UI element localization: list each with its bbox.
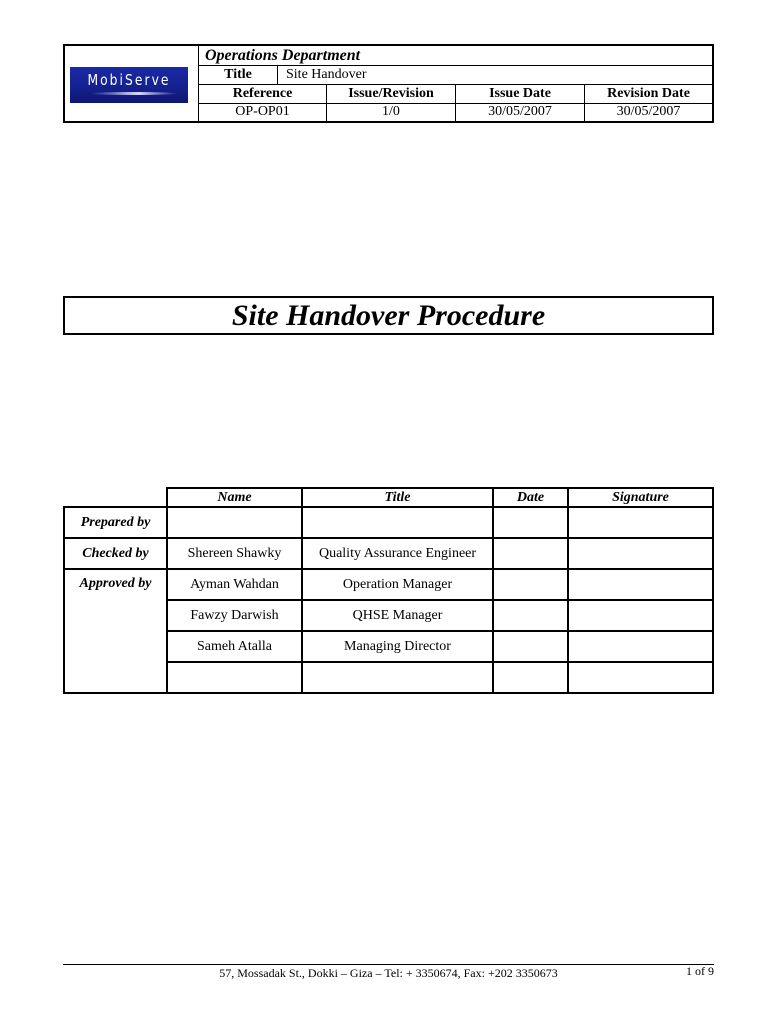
title-row (199, 66, 712, 85)
title-value: Site Handover (286, 67, 367, 82)
logo-cell (65, 46, 199, 121)
name-cell: Sameh Atalla (167, 631, 302, 662)
header-values-row (199, 104, 712, 121)
title-cell (302, 662, 493, 693)
company-logo (70, 67, 188, 103)
signature-cell (568, 600, 713, 631)
table-row (64, 538, 713, 569)
name-cell: Ayman Wahdan (167, 569, 302, 600)
document-header (63, 44, 714, 123)
header-info (199, 46, 712, 121)
corner-cell (64, 488, 167, 507)
logo-swoosh (90, 92, 178, 95)
title-cell: Operation Manager (302, 569, 493, 600)
issue-date-value: 30/05/2007 (456, 104, 585, 121)
header-columns-row (199, 85, 712, 104)
signature-cell (568, 569, 713, 600)
name-cell: Fawzy Darwish (167, 600, 302, 631)
role-prepared-by: Prepared by (64, 507, 167, 538)
approval-table (63, 487, 714, 694)
title-cell (302, 507, 493, 538)
title-cell: QHSE Manager (302, 600, 493, 631)
table-row (64, 507, 713, 538)
page-number: 1 of 9 (686, 964, 714, 978)
date-cell (493, 538, 568, 569)
role-checked-by: Checked by (64, 538, 167, 569)
name-cell (167, 507, 302, 538)
logo-text: MobiServe (87, 71, 171, 89)
date-cell (493, 507, 568, 538)
table-row (64, 569, 713, 600)
col-revision-date: Revision Date (607, 86, 690, 101)
date-cell (493, 631, 568, 662)
title-cell: Managing Director (302, 631, 493, 662)
title-label: Title (199, 66, 278, 84)
signature-cell (568, 538, 713, 569)
col-title: Title (302, 488, 493, 507)
col-date: Date (493, 488, 568, 507)
document-title: Site Handover Procedure (63, 296, 714, 335)
role-approved-by: Approved by (64, 569, 167, 693)
revision-date-value: 30/05/2007 (616, 104, 681, 119)
col-signature: Signature (568, 488, 713, 507)
footer-address: 57, Mossadak St., Dokki – Giza – Tel: + 3350674, Fax: +202 3350673 (219, 966, 558, 980)
approval-header-row (64, 488, 713, 507)
name-cell: Shereen Shawky (167, 538, 302, 569)
title-cell: Quality Assurance Engineer (302, 538, 493, 569)
col-name: Name (167, 488, 302, 507)
col-issue-revision: Issue/Revision (327, 85, 456, 103)
footer-divider (63, 964, 714, 965)
col-reference: Reference (199, 85, 327, 103)
issue-revision-value: 1/0 (327, 104, 456, 121)
signature-cell (568, 662, 713, 693)
reference-value: OP-OP01 (199, 104, 327, 121)
signature-cell (568, 507, 713, 538)
date-cell (493, 600, 568, 631)
signature-cell (568, 631, 713, 662)
date-cell (493, 662, 568, 693)
col-issue-date: Issue Date (456, 85, 585, 103)
department-name: Operations Department (199, 46, 712, 66)
date-cell (493, 569, 568, 600)
name-cell (167, 662, 302, 693)
